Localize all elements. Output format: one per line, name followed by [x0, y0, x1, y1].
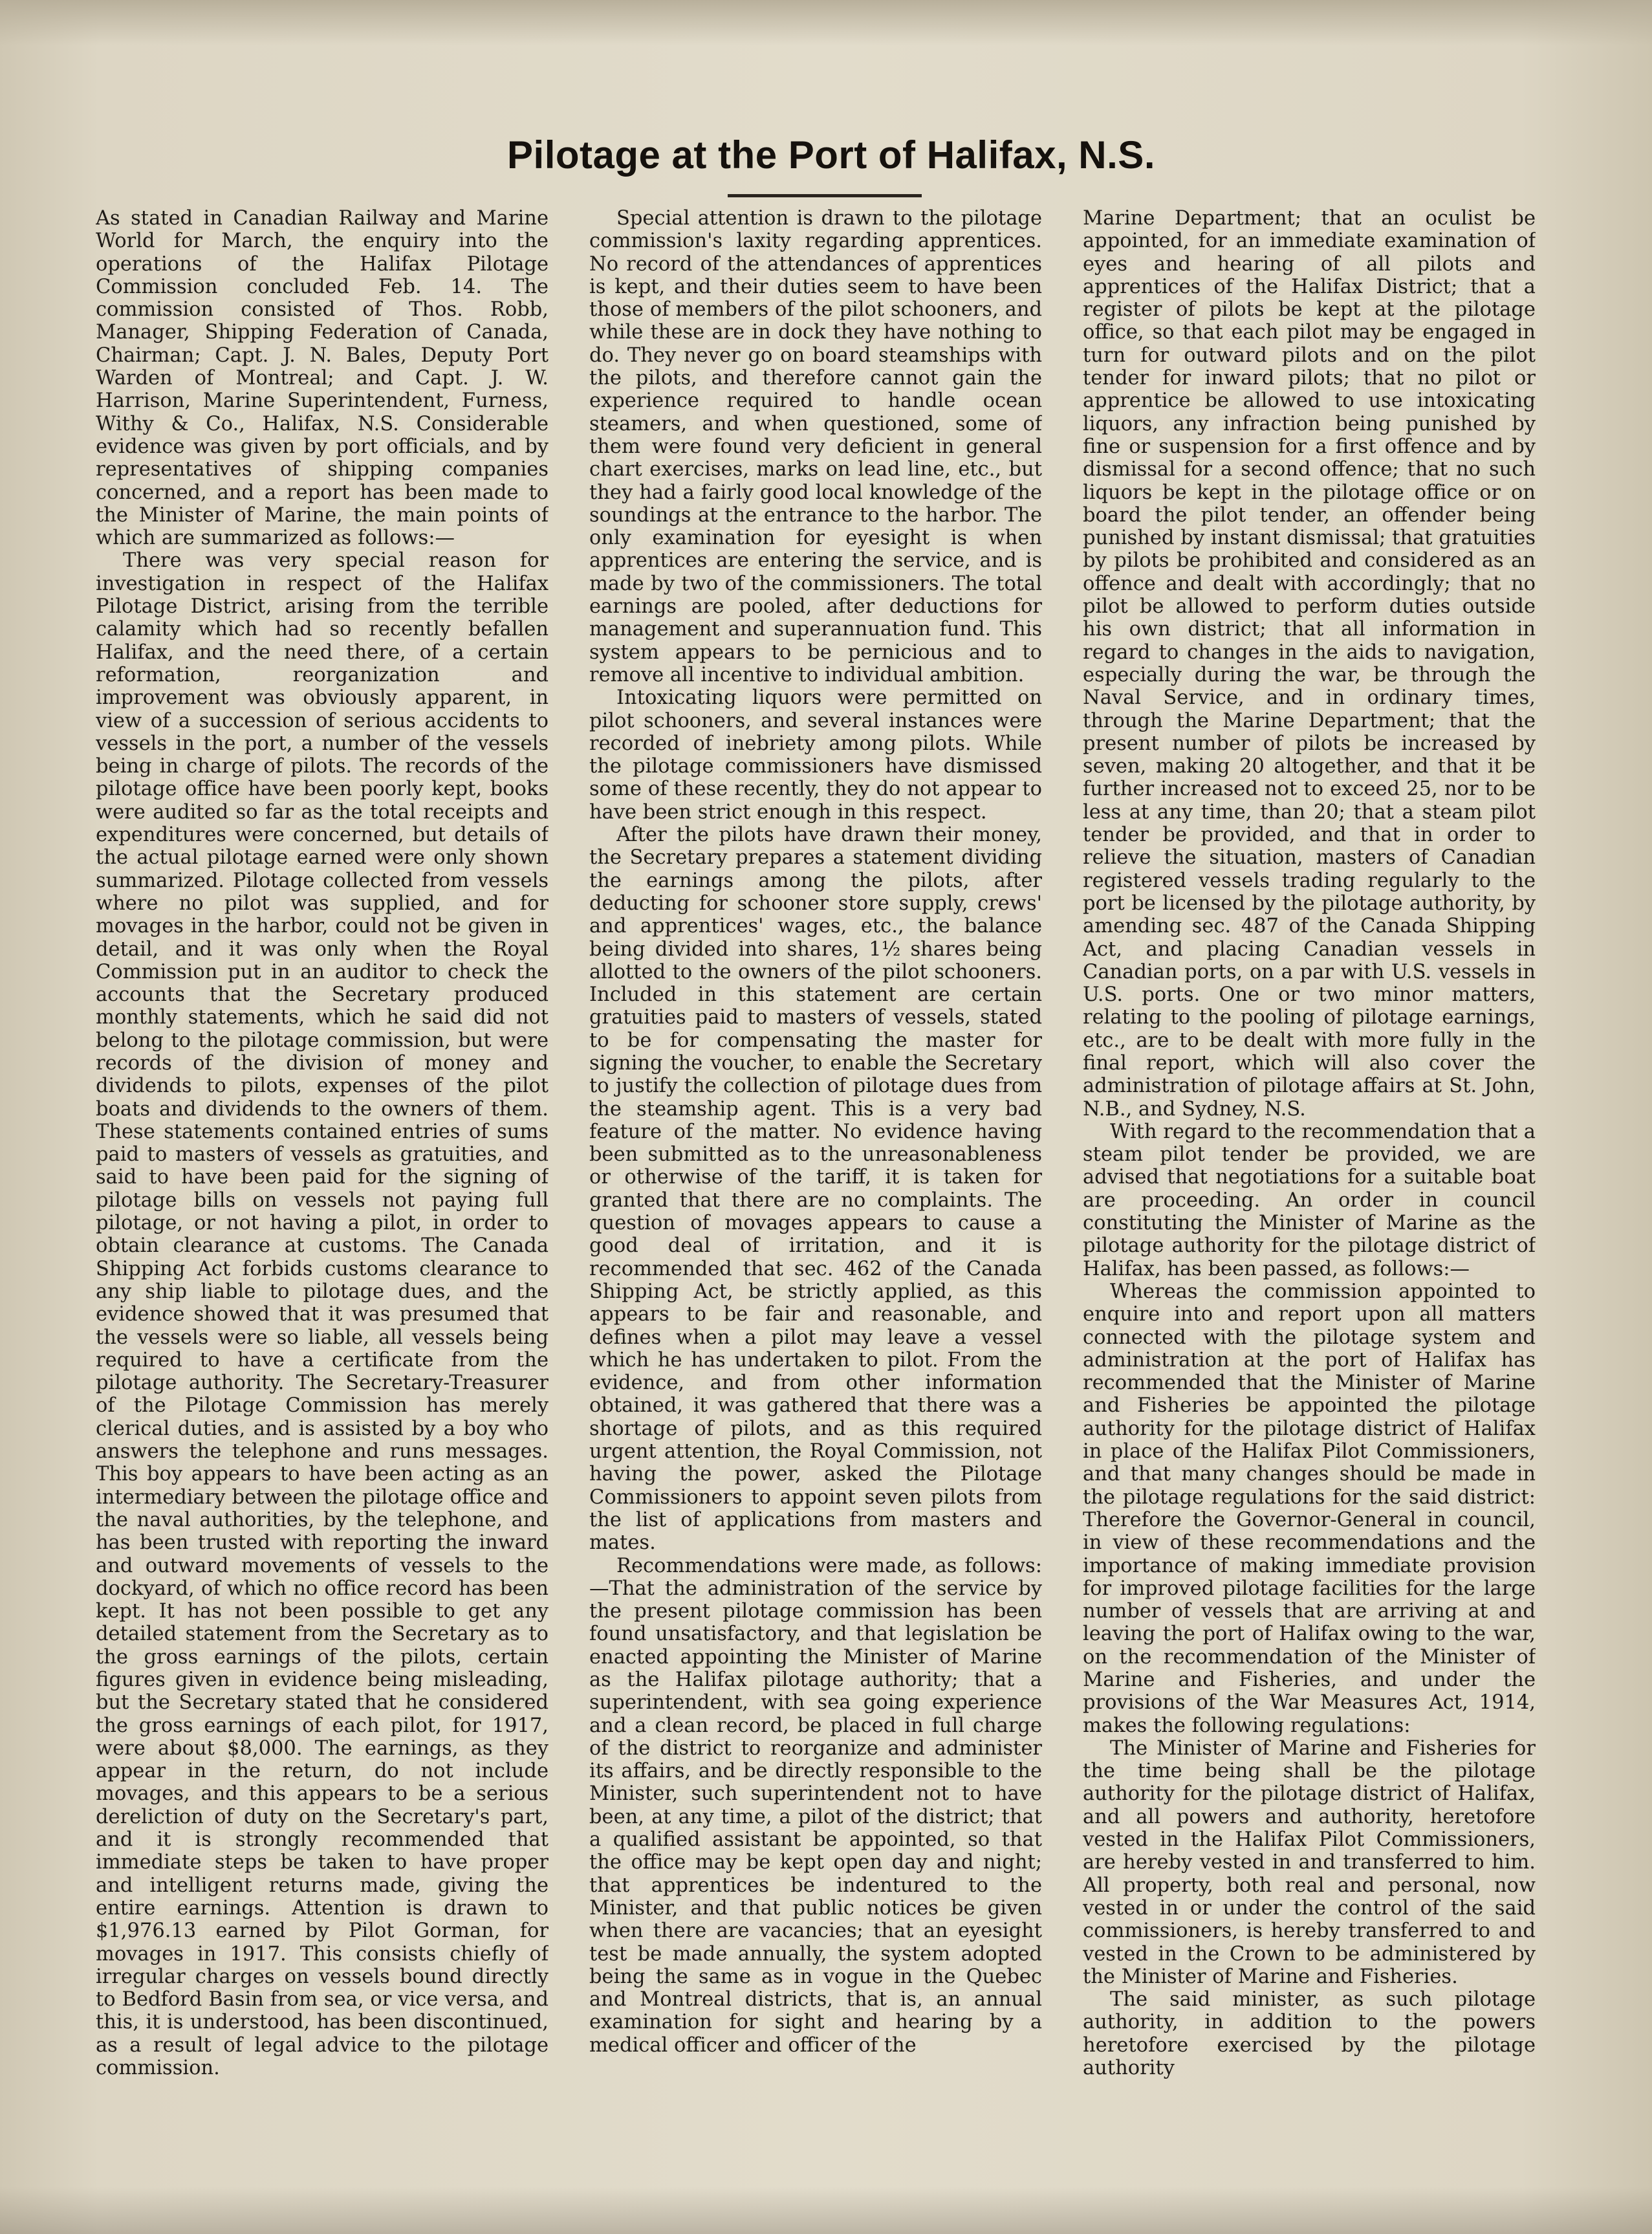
paragraph: Special attention is drawn to the pilotage commission's laxity regarding apprentices. No record of the attendances of apprentices is kept, and their duties seem to have been those of members of the pilot schooners, and while these are in dock they have nothing to do. They never go on board steamships with the pilots, and therefore cannot gain the experience required to handle ocean steamers, and when questioned, some of them were found very deficient in general chart exercises, marks on lead line, etc., but they had a fairly good local knowledge of the soundings at the entrance to the harbor. The only examination for eyesight is when apprentices are entering the service, and is made by two of the commissioners. The total earnings are pooled, after deductions for management and superannuation fund. This system appears to be pernicious and to remove all incentive to individual ambition. [589, 207, 1042, 686]
paragraph: With regard to the recommendation that a steam pilot tender be provided, we are advised that negotiations for a suitable boat are proceeding. An order in council constituting the Minister of Marine as the pilotage authority for the pilotage district of Halifax, has been passed, as follows:— [1083, 1120, 1536, 1280]
paragraph: The said minister, as such pilotage authority, in addition to the powers heretofore exercised by the pilotage authority [1083, 1988, 1536, 2080]
paragraph: Intoxicating liquors were permitted on pilot schooners, and several instances were recorded of inebriety among pilots. While the pilotage commissioners have dismissed some of these recently, they do not appear to have been strict enough in this respect. [589, 686, 1042, 824]
paragraph: As stated in Canadian Railway and Marine World for March, the enquiry into the operations of the Halifax Pilotage Commission concluded Feb. 14. The commission consisted of Thos. Robb, Manager, Shipping Federation of Canada, Chairman; Capt. J. N. Bales, Deputy Port Warden of Montreal; and Capt. J. W. Harrison, Marine Superintendent, Furness, Withy & Co., Halifax, N.S. Considerable evidence was given by port officials, and by representatives of shipping companies concerned, and a report has been made to the Minister of Marine, the main points of which are summarized as follows:— [96, 207, 549, 550]
page-bottom-shadow [0, 2187, 1652, 2234]
column-3 [1083, 207, 1536, 2180]
paragraph: Recommendations were made, as follows:—That the administration of the service by the present pilotage commission has been found unsatisfactory, and that legislation be enacted appointing the Minister of Marine as the Halifax pilotage authority; that a superintendent, with sea going experience and a clean record, be placed in full charge of the district to reorganize and administer its affairs, and be directly responsible to the Minister, such superintendent not to have been, at any time, a pilot of the district; that a qualified assistant be appointed, so that the office may be kept open day and night; that apprentices be indentured to the Minister, and that public notices be given when there are vacancies; that an eyesight test be made annually, the system adopted being the same as in vogue in the Quebec and Montreal districts, that is, an annual examination for sight and hearing by a medical officer and officer of the [589, 1554, 1042, 2057]
paragraph: There was very special reason for investigation in respect of the Halifax Pilotage District, arising from the terrible calamity which had so recently befallen Halifax, and the need there, of a certain reformation, reorganization and improvement was obviously apparent, in view of a succession of serious accidents to vessels in the port, a number of the vessels being in charge of pilots. The records of the pilotage office have been poorly kept, books were audited so far as the total receipts and expenditures were concerned, but details of the actual pilotage earned were only shown summarized. Pilotage collected from vessels where no pilot was supplied, and for movages in the harbor, could not be given in detail, and it was only when the Royal Commission put in an auditor to check the accounts that the Secretary produced monthly statements, which he said did not belong to the pilotage commission, but were records of the division of money and dividends to pilots, expenses of the pilot boats and dividends to the owners of them. These statements contained entries of sums paid to masters of vessels as gratuities, and said to have been paid for the signing of pilotage bills on vessels not paying full pilotage, or not having a pilot, in order to obtain clearance at customs. The Canada Shipping Act forbids customs clearance to any ship liable to pilotage dues, and the evidence showed that it was presumed that the vessels were so liable, all vessels being required to have a certificate from the pilotage authority. The Secretary-Treasurer of the Pilotage Commission has merely clerical duties, and is assisted by a boy who answers the telephone and runs messages. This boy appears to have been acting as an intermediary between the pilotage office and the naval authorities, by the telephone, and has been trusted with reporting the inward and outward movements of vessels to the dockyard, of which no office record has been kept. It has not been possible to get any detailed statement from the Secretary as to the gross earnings of the pilots, certain figures given in evidence being misleading, but the Secretary stated that he considered the gross earnings of each pilot, for 1917, were about $8,000. The earnings, as they appear in the return, do not include movages, and this appears to be a serious dereliction of duty on the Secretary's part, and it is strongly recommended that immediate steps be taken to have proper and intelligent returns made, giving the entire earnings. Attention is drawn to $1,976.13 earned by Pilot Gorman, for movages in 1917. This consists chiefly of irregular charges on vessels bound directly to Bedford Basin from sea, or vice versa, and this, it is understood, has been discontinued, as a result of legal advice to the pilotage commission. [96, 549, 549, 2080]
paragraph: Whereas the commission appointed to enquire into and report upon all matters connected with the pilotage system and administration at the port of Halifax has recommended that the Minister of Marine and Fisheries be appointed the pilotage authority for the pilotage district of Halifax in place of the Halifax Pilot Commissioners, and that many changes should be made in the pilotage regulations for the said district: Therefore the Governor-General in council, in view of these recommendations and the importance of making immediate provision for improved pilotage facilities for the large number of vessels that are arriving at and leaving the port of Halifax owing to the war, on the recommendation of the Minister of Marine and Fisheries, and under the provisions of the War Measures Act, 1914, makes the following regulations: [1083, 1280, 1536, 1737]
article-title: Pilotage at the Port of Halifax, N.S. [507, 133, 1155, 177]
article-body [96, 207, 1536, 2180]
paragraph: The Minister of Marine and Fisheries for the time being shall be the pilotage authority for the pilotage district of Halifax, and all powers and authority, heretofore vested in the Halifax Pilot Commissioners, are hereby vested in and transferred to him. All property, both real and personal, now vested in or under the control of the said commissioners, is hereby transferred to and vested in the Crown to be administered by the Minister of Marine and Fisheries. [1083, 1736, 1536, 1988]
title-rule [728, 194, 922, 197]
column-2 [589, 207, 1042, 2180]
column-1 [96, 207, 549, 2180]
paragraph: After the pilots have drawn their money, the Secretary prepares a statement dividing the earnings among the pilots, after deducting for schooner store supply, crews' and apprentices' wages, etc., the balance being divided into shares, 1½ shares being allotted to the owners of the pilot schooners. Included in this statement are certain gratuities paid to masters of vessels, stated to be for compensating the master for signing the voucher, to enable the Secretary to justify the collection of pilotage dues from the steamship agent. This is a very bad feature of the matter. No evidence having been submitted as to the unreasonableness or otherwise of the tariff, it is taken for granted that there are no complaints. The question of movages appears to cause a good deal of irritation, and it is recommended that sec. 462 of the Canada Shipping Act, be strictly applied, as this appears to be fair and reasonable, and defines when a pilot may leave a vessel which he has undertaken to pilot. From the evidence, and from other information obtained, it was gathered that there was a shortage of pilots, and as this required urgent attention, the Royal Commission, not having the power, asked the Pilotage Commissioners to appoint seven pilots from the list of applications from masters and mates. [589, 824, 1042, 1555]
paragraph: Marine Department; that an oculist be appointed, for an immediate examination of eyes and hearing of all pilots and apprentices of the Halifax District; that a register of pilots be kept at the pilotage office, so that each pilot may be engaged in turn for outward pilots and on the pilot tender for inward pilots; that no pilot or apprentice be allowed to use intoxicating liquors, any infraction being punished by fine or suspension for a first offence and by dismissal for a second offence; that no such liquors be kept in the pilotage office or on board the pilot tender, an offender being punished by instant dismissal; that gratuities by pilots be prohibited and considered as an offence and dealt with accordingly; that no pilot be allowed to perform duties outside his own district; that all information in regard to changes in the aids to navigation, especially during the war, be through the Naval Service, and in ordinary times, through the Marine Department; that the present number of pilots be increased by seven, making 20 altogether, and that it be further increased not to exceed 25, nor to be less at any time, than 20; that a steam pilot tender be provided, and that in order to relieve the situation, masters of Canadian registered vessels trading regularly to the port be licensed by the pilotage authority, by amending sec. 487 of the Canada Shipping Act, and placing Canadian vessels in Canadian ports, on a par with U.S. vessels in U.S. ports. One or two minor matters, relating to the pooling of pilotage earnings, etc., are to be dealt with more fully in the final report, which will also cover the administration of pilotage affairs at St. John, N.B., and Sydney, N.S. [1083, 207, 1536, 1121]
page-top-shadow [0, 0, 1652, 45]
